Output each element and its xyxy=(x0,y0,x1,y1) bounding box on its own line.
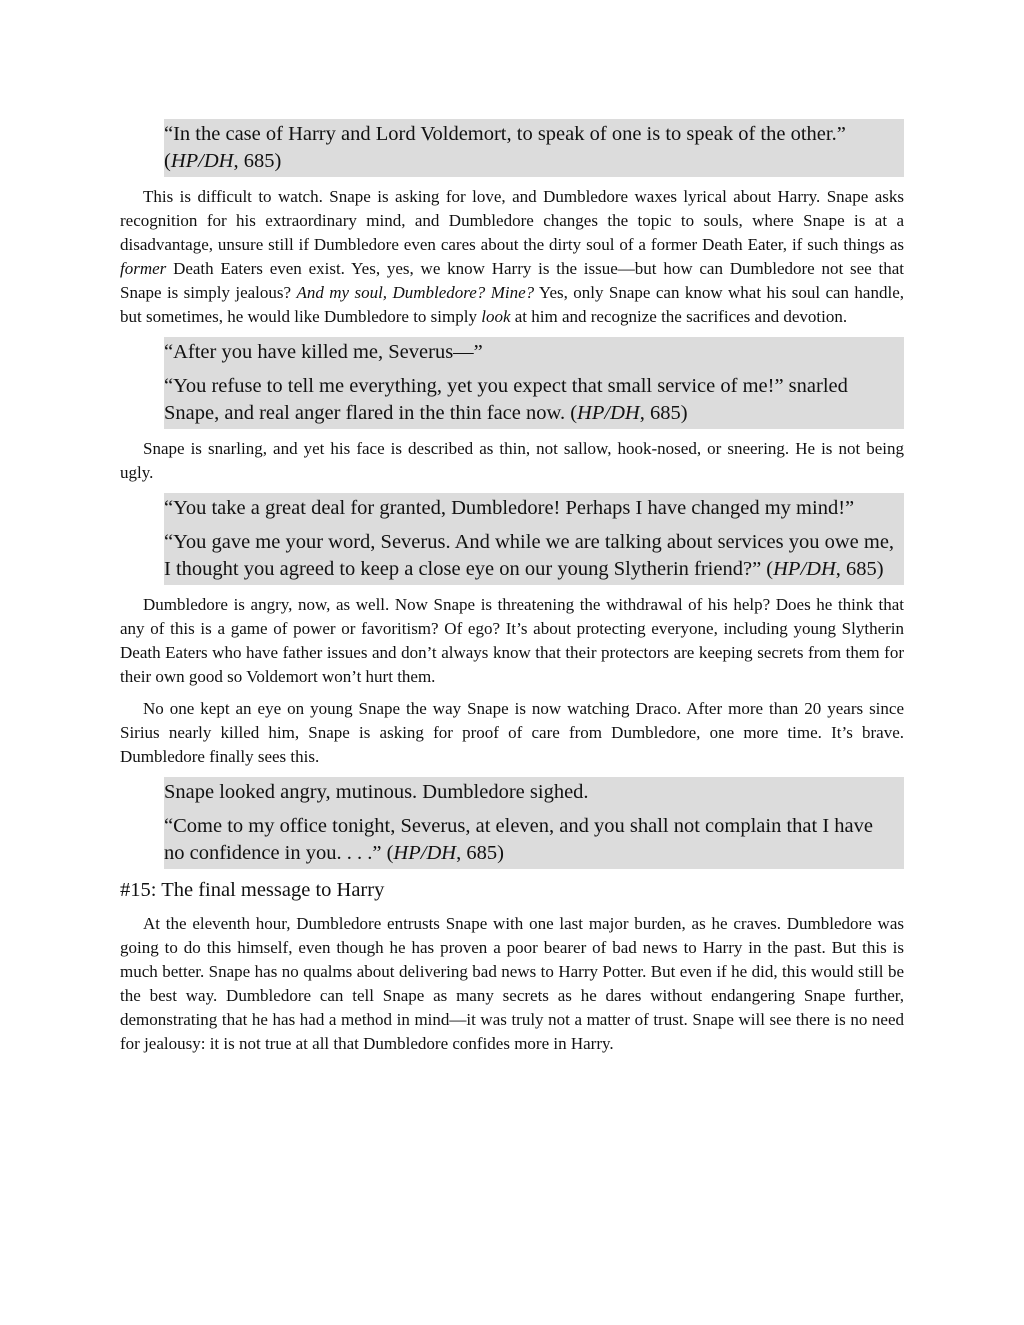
emphasis: look xyxy=(481,307,511,326)
quote-paragraph: “You take a great deal for granted, Dumbledore! Perhaps I have changed my mind!” xyxy=(164,497,855,519)
block-quote xyxy=(164,493,904,585)
quote-paragraph: “You gave me your word, Severus. And while we are talking about services you owe me, I thought you agreed to keep a close eye on our young Slytherin friend?” (HP/DH, 685) xyxy=(164,531,895,580)
quote-paragraph: “In the case of Harry and Lord Voldemort, to speak of one is to speak of the other.” (HP/DH, 685) xyxy=(164,123,846,172)
section-heading: #15: The final message to Harry xyxy=(120,879,385,901)
body-paragraph: Snape is snarling, and yet his face is described as thin, not sallow, hook-nosed, or sneering. He is not being ugly. xyxy=(120,439,904,482)
block-quote xyxy=(164,337,904,429)
document-page xyxy=(120,119,904,1064)
quote-paragraph: “You refuse to tell me everything, yet you expect that small service of me!” snarled Snape, and real anger flared in the thin face now. (HP/DH, 685) xyxy=(164,375,848,424)
quote-paragraph: “Come to my office tonight, Severus, at eleven, and you shall not complain that I have no confidence in you. . . .” (HP/DH, 685) xyxy=(164,815,873,864)
emphasis: And my soul, Dumbledore? Mine? xyxy=(296,283,535,302)
emphasis: former xyxy=(120,259,167,278)
citation: HP/DH xyxy=(577,402,640,424)
body-paragraph: No one kept an eye on young Snape the way Snape is now watching Draco. After more than 20 years since Sirius nearly killed him, Snape is asking for proof of care from Dumbledore, one more time. It’s brave. Dumbledore finally sees this. xyxy=(120,699,904,766)
body-paragraph: At the eleventh hour, Dumbledore entrusts Snape with one last major burden, as he craves. Dumbledore was going to do this himself, even though he has proven a poor bearer of bad news to Harry in the past. But this is much better. Snape has no qualms about delivering bad news to Harry Potter. But even if he did, this would still be the best way. Dumbledore can tell Snape as many secrets as he dares without endangering Snape further, demonstrating that he has had a method in mind—it was truly not a matter of trust. Snape will see there is no need for jealousy: it is not true at all that Dumbledore confides more in Harry. xyxy=(120,914,904,1053)
block-quote xyxy=(164,777,904,869)
citation: HP/DH xyxy=(773,558,836,580)
quote-paragraph: Snape looked angry, mutinous. Dumbledore sighed. xyxy=(164,781,589,803)
body-paragraph: Dumbledore is angry, now, as well. Now Snape is threatening the withdrawal of his help? Does he think that any of this is a game of power or favoritism? Of ego? It’s about protecting everyone, including young Slytherin Death Eaters who have father issues and don’t always know that their protectors are keeping secrets from them for their own good so Voldemort won’t hurt them. xyxy=(120,595,904,686)
quote-paragraph: “After you have killed me, Severus—” xyxy=(164,341,483,363)
citation: HP/DH xyxy=(170,150,234,172)
citation: HP/DH xyxy=(393,842,457,864)
body-paragraph: This is difficult to watch. Snape is asking for love, and Dumbledore waxes lyrical about Harry. Snape asks recognition for his extraordinary mind, and Dumbledore changes the topic to souls, where Snape is at a disadvantage, unsure still if Dumbledore even cares about the dirty soul of a former Death Eater, if such things as former Death Eaters even exist. Yes, yes, we know Harry is the issue—but how can Dumbledore not see that Snape is simply jealous? And my soul, Dumbledore? Mine? Yes, only Snape can know what his soul can handle, but sometimes, he would like Dumbledore to simply look at him and recognize the sacrifices and devotion. xyxy=(120,187,904,326)
block-quote xyxy=(164,119,904,177)
